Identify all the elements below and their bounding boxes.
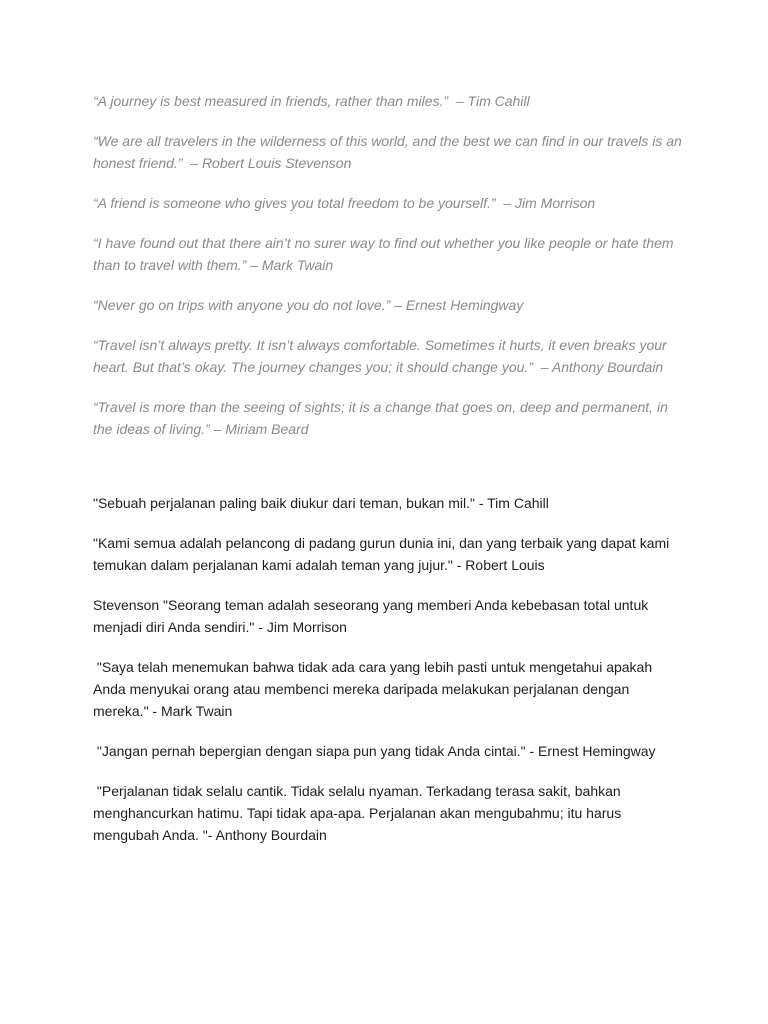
translated-quote-paragraph: "Kami semua adalah pelancong di padang gurun dunia ini, dan yang terbaik yang dapat kami temukan dalam perjalanan kami adalah teman yang jujur." - Robert Louis <box>93 535 674 573</box>
document-page <box>93 90 686 864</box>
quote-paragraph: “I have found out that there ain’t no surer way to find out whether you like people or hate them than to travel with them.” – Mark Twain <box>93 235 678 273</box>
english-quotes-section <box>93 90 686 440</box>
quote-paragraph: “We are all travelers in the wilderness of this world, and the best we can find in our travels is an honest friend.” – Robert Louis Stevenson <box>93 133 686 171</box>
quote-paragraph: “A journey is best measured in friends, rather than miles.” – Tim Cahill <box>93 93 530 109</box>
translated-quote-paragraph: "Saya telah menemukan bahwa tidak ada cara yang lebih pasti untuk mengetahui apakah Anda menyukai orang atau membenci mereka daripada melakukan perjalanan dengan mereka." - Mark Twain <box>93 659 656 719</box>
translated-quote-paragraph: "Perjalanan tidak selalu cantik. Tidak selalu nyaman. Terkadang terasa sakit, bahkan menghancurkan hatimu. Tapi tidak apa-apa. Perjalanan akan mengubahmu; itu harus mengubah Anda. "- Anthony Bourdain <box>93 783 626 843</box>
translated-quote-paragraph: "Sebuah perjalanan paling baik diukur dari teman, bukan mil." - Tim Cahill <box>93 495 549 511</box>
quote-paragraph: “Never go on trips with anyone you do not love.” – Ernest Hemingway <box>93 297 524 313</box>
quote-paragraph: “A friend is someone who gives you total freedom to be yourself.” – Jim Morrison <box>93 195 596 211</box>
quote-paragraph: “Travel is more than the seeing of sights; it is a change that goes on, deep and permanent, in the ideas of living.” – Miriam Beard <box>93 399 672 437</box>
translated-quote-paragraph: Stevenson "Seorang teman adalah seseorang yang memberi Anda kebebasan total untuk menjadi diri Anda sendiri." - Jim Morrison <box>93 597 653 635</box>
section-spacer <box>93 458 683 492</box>
translated-quote-paragraph: "Jangan pernah bepergian dengan siapa pun yang tidak Anda cintai." - Ernest Hemingway <box>93 743 656 759</box>
quote-paragraph: “Travel isn’t always pretty. It isn’t always comfortable. Sometimes it hurts, it even breaks your heart. But that’s okay. The journey changes you; it should change you.” – Anthony Bourdain <box>93 337 671 375</box>
indonesian-quotes-section <box>93 492 683 846</box>
